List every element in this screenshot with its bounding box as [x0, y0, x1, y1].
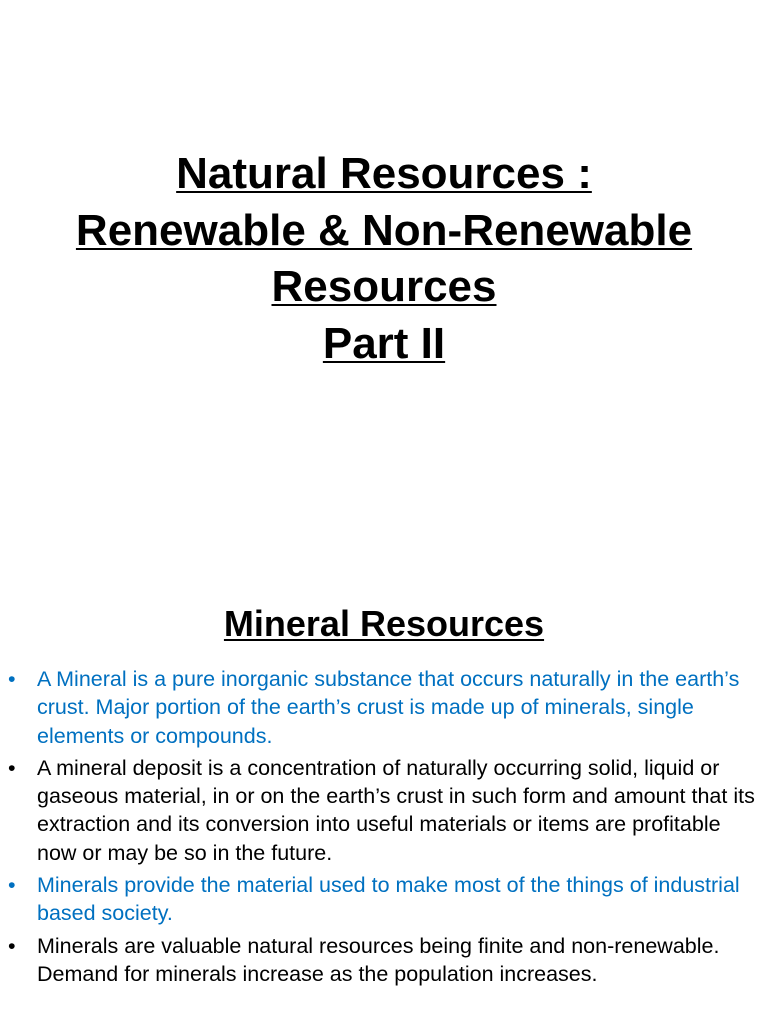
title-line-2: Renewable & Non-Renewable: [75, 205, 693, 255]
bullet-item: [0, 665, 768, 750]
main-title: [0, 146, 768, 372]
bullet-text: A Mineral is a pure inorganic substance that occurs naturally in the earth’s crust. Major portion of the earth’s crust is made up of minerals, single elements or compounds.: [37, 667, 740, 748]
bullet-list: [0, 665, 768, 992]
bullet-marker-icon: •: [8, 755, 16, 780]
bullet-marker-icon: •: [8, 873, 16, 898]
bullet-item: [0, 871, 768, 928]
bullet-text: Minerals are valuable natural resources being finite and non-renewable. Demand for minerals increase as the population increases.: [37, 933, 720, 986]
section-title: Mineral Resources: [223, 603, 545, 644]
bullet-marker-icon: •: [8, 667, 16, 691]
bullet-item: [0, 932, 768, 989]
bullet-text: A mineral deposit is a concentration of naturally occurring solid, liquid or gaseous material, in or on the earth’s crust in such form and amount that its extraction and its conversion into useful materials or items are profitable now or may be so in the future.: [37, 755, 755, 865]
bullet-item: [0, 754, 768, 867]
title-line-1: Natural Resources :: [176, 149, 592, 198]
bullet-marker-icon: •: [8, 933, 16, 958]
bullet-text: Minerals provide the material used to make most of the things of industrial based society.: [37, 873, 740, 926]
title-line-4: Part II: [322, 318, 446, 368]
title-line-3: Resources: [271, 262, 497, 311]
slide-mineral-resources: [0, 512, 768, 1024]
